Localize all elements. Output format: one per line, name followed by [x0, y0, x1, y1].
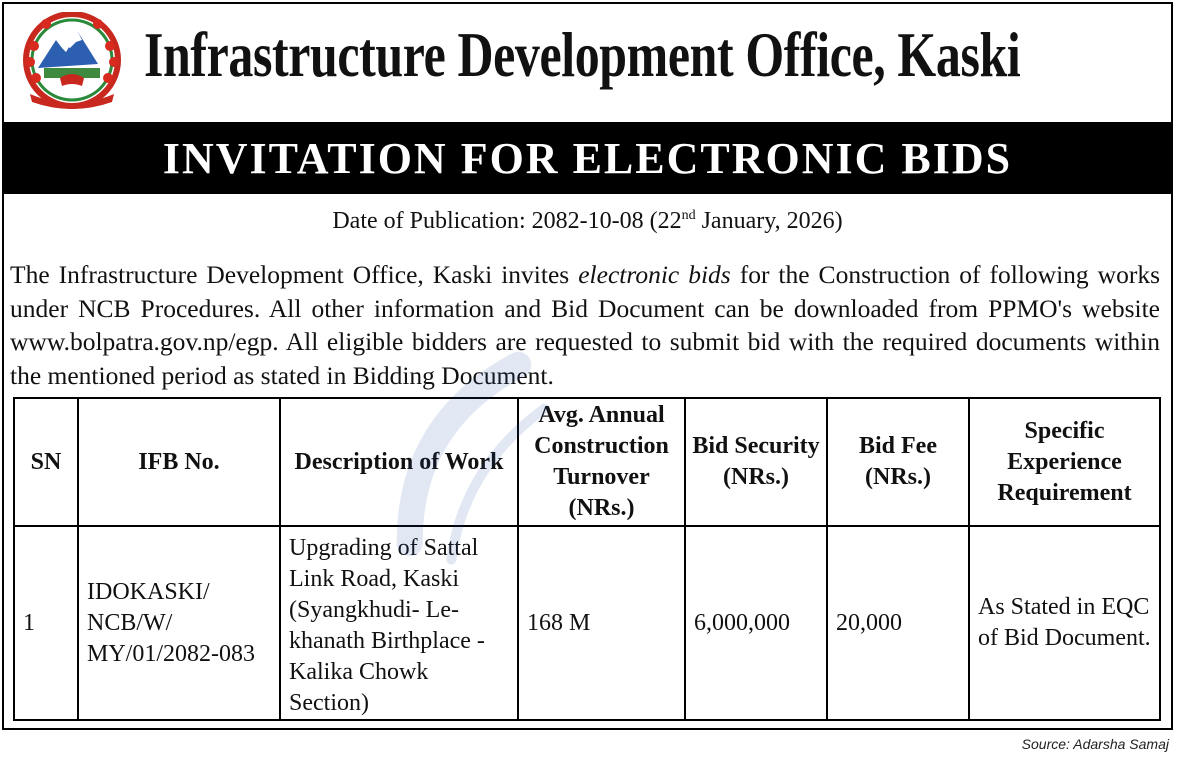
cell-sn: 1 [14, 526, 78, 720]
notice-header [4, 4, 1171, 122]
cell-experience: As Stated in EQC of Bid Document. [969, 526, 1160, 720]
header-bid-security: Bid Security (NRs.) [685, 398, 827, 526]
intro-paragraph [10, 258, 1160, 392]
header-experience: Specific Experience Requirement [969, 398, 1160, 526]
intro-text-2: for the Construction of following works under NCB Procedures. All other information and Bid Document can be downloaded from PPMO's website www.bolpatra.gov.np/egp. All eligible bidders are requested to submit bid with the required documents within the mentioned period as stated in Bidding Document. [10, 260, 1160, 390]
cell-turnover: 168 M [518, 526, 685, 720]
header-description: Description of Work [280, 398, 518, 526]
cell-description: Upgrading of Sattal Link Road, Kaski (Syangkhudi- Le-khanath Birthplace -Kalika Chowk Section) [280, 526, 518, 720]
intro-text-1: The Infrastructure Development Office, Kaski invites [10, 260, 579, 289]
cell-ifb-no: IDOKASKI/ NCB/W/ MY/01/2082-083 [78, 526, 280, 720]
publication-date-suffix-ordinal: nd [681, 208, 696, 223]
header-ifb-no: IFB No. [78, 398, 280, 526]
table-header-row [14, 398, 1160, 526]
notice-frame [2, 2, 1173, 730]
header-sn: SN [14, 398, 78, 526]
source-credit: Source: Adarsha Samaj [1021, 736, 1169, 752]
publication-date [4, 208, 1171, 235]
header-turnover: Avg. Annual Construction Turnover (NRs.) [518, 398, 685, 526]
invitation-banner: INVITATION FOR ELECTRONIC BIDS [4, 122, 1171, 194]
table-row [14, 526, 1160, 720]
publication-date-prefix: Date of Publication: 2082-10-08 (22 [332, 208, 682, 234]
intro-italic-text: electronic bids [578, 260, 731, 289]
cell-bid-fee: 20,000 [827, 526, 969, 720]
header-bid-fee: Bid Fee (NRs.) [827, 398, 969, 526]
publication-date-rest: January, 2026) [695, 208, 843, 234]
office-title: Infrastructure Development Office, Kaski [144, 19, 1021, 90]
nepal-emblem-icon [16, 12, 128, 112]
bids-table [13, 397, 1161, 721]
cell-bid-security: 6,000,000 [685, 526, 827, 720]
